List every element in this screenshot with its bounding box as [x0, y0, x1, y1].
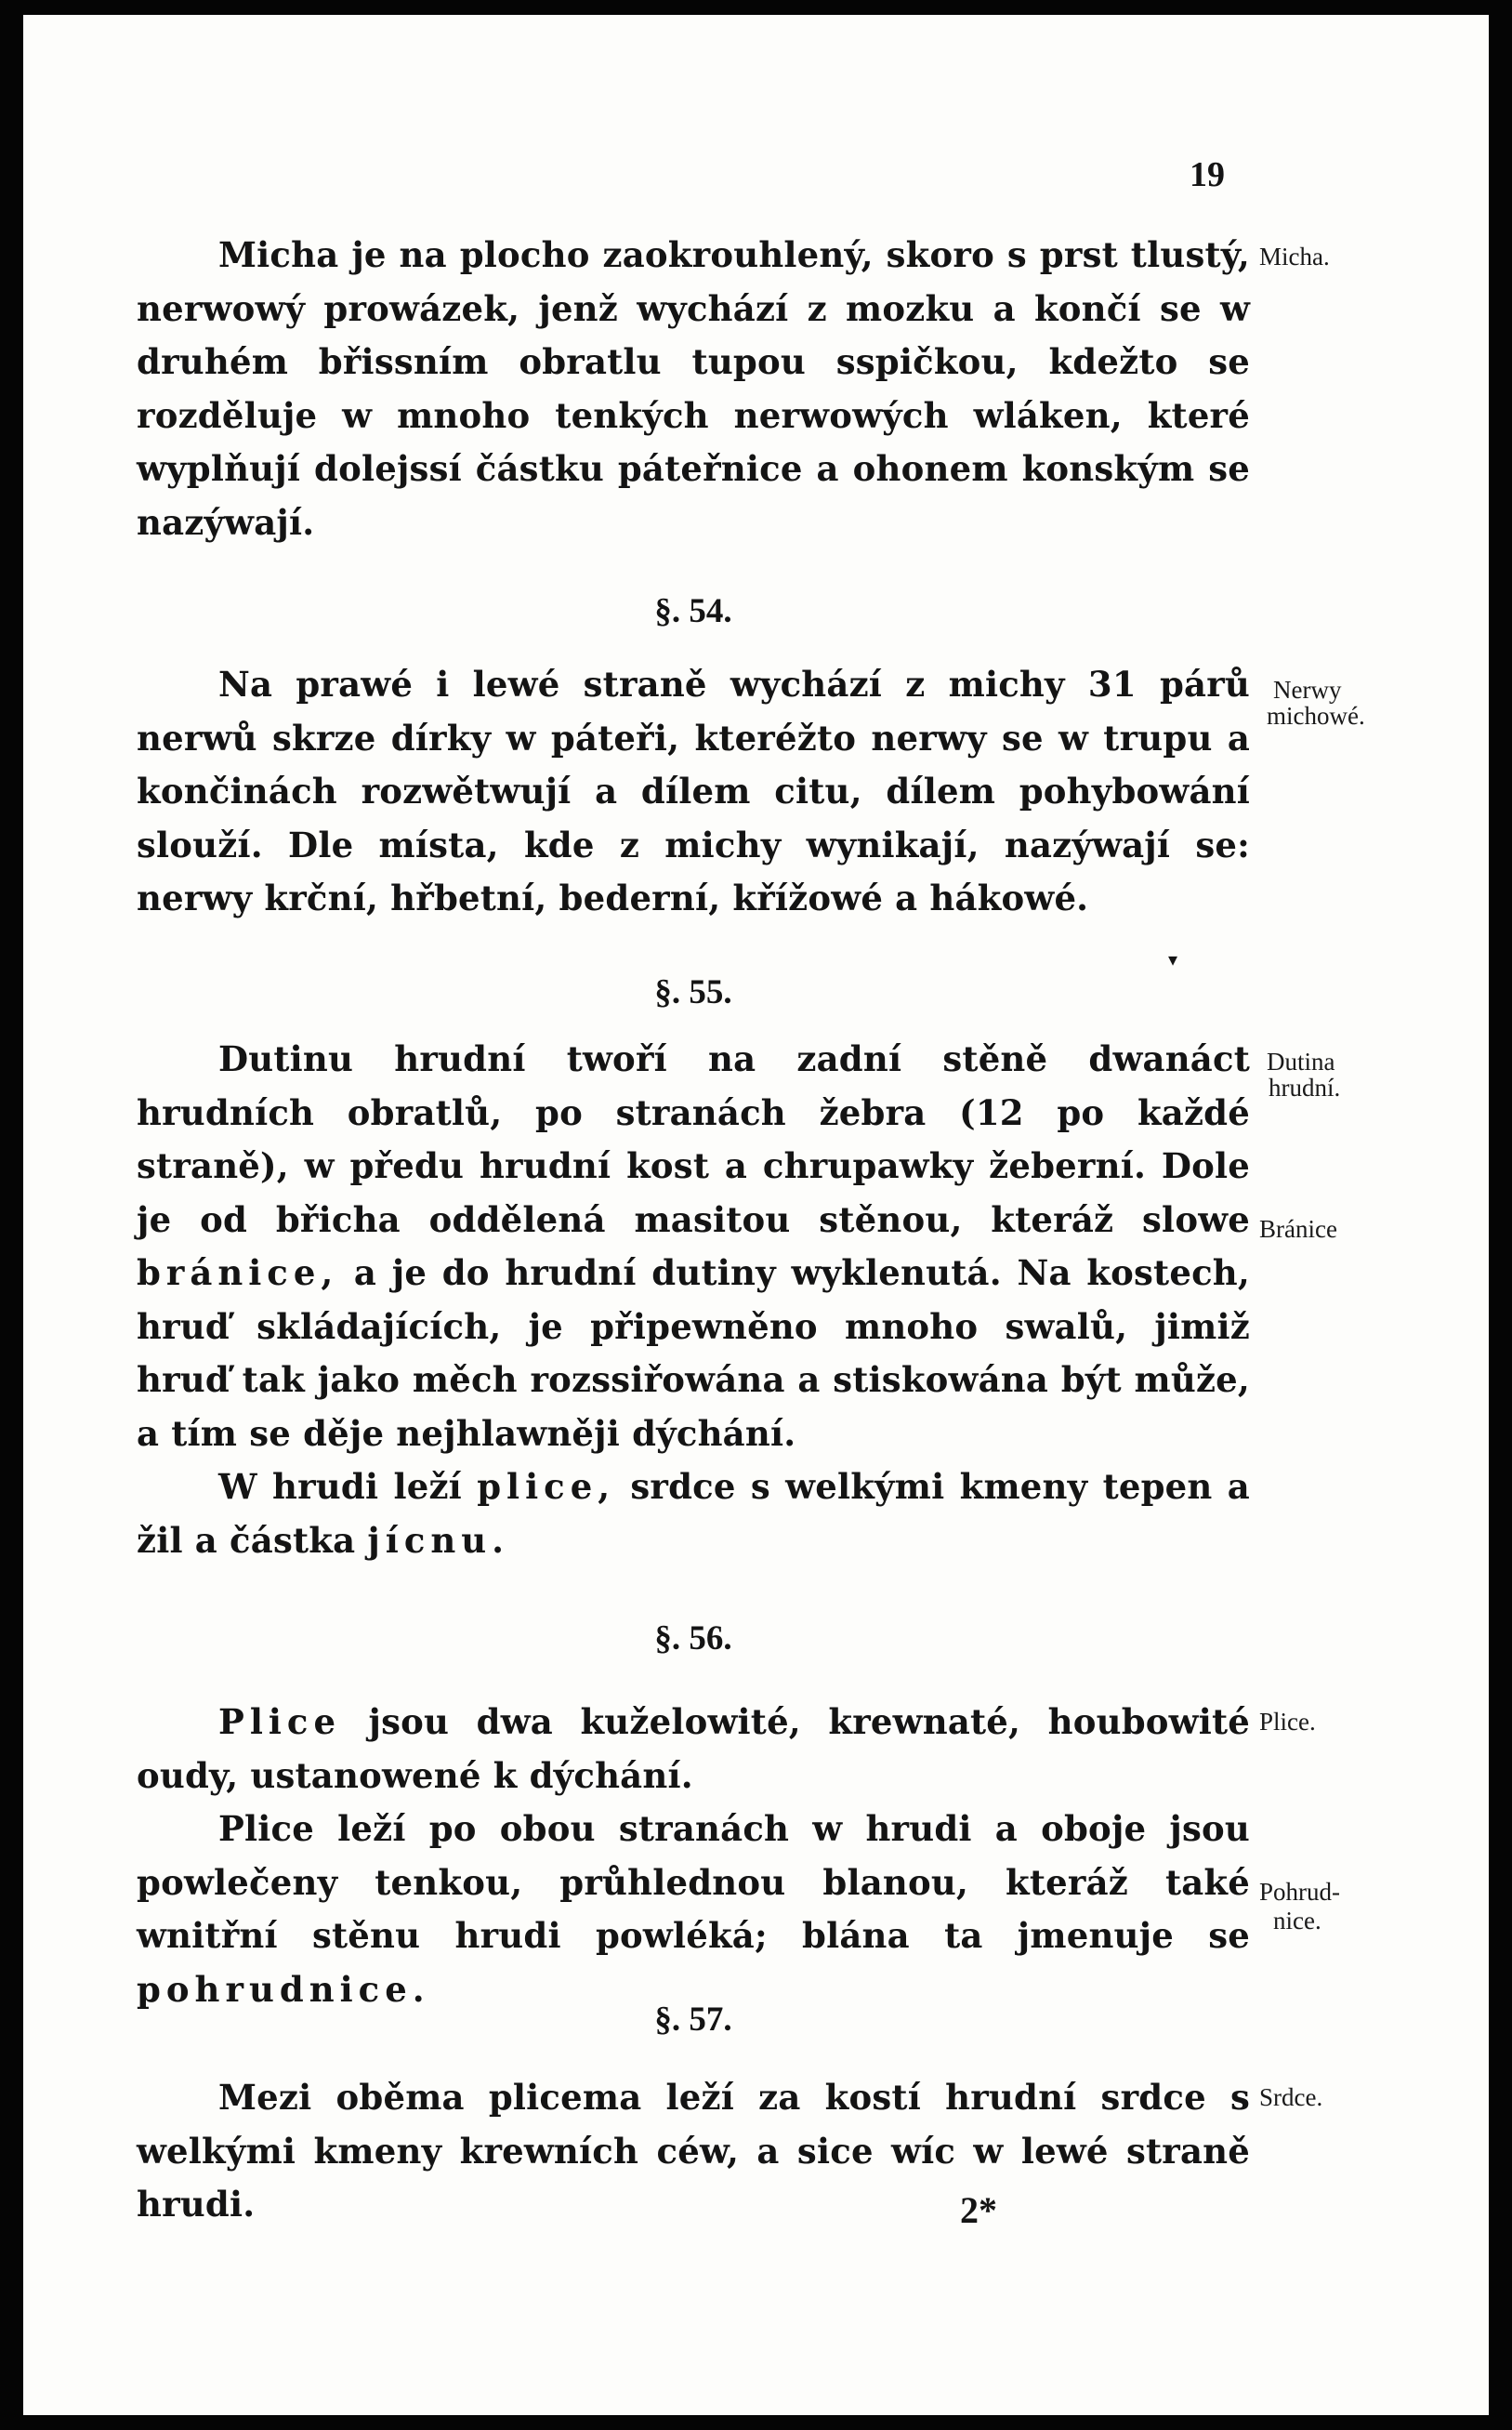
paragraph-dutina — [137, 1033, 1250, 1567]
paragraph-micha — [137, 229, 1250, 549]
text-part: Plice leží po obou stranách w hrudi a oboje jsou powlečeny tenkou, průhlednou blanou, kteráž také wnitřní stěnu hrudi powléká; blána ta jmenuje se — [137, 1808, 1250, 1956]
text-part: srdce s welkými kmeny tepen a žil a částka — [137, 1466, 1250, 1561]
paragraph-text: Na prawé i lewé straně wychází z michy 31 párů nerwů skrze dírky w páteři, kteréžto nerwy se w trupu a končinách rozwětwují a dílem citu, dílem pohybowání slouží. Dle místa, kde z michy wynikají, nazýwají se: nerwy krční, hřbetní, bederní, křížowé a hákowé. — [137, 664, 1250, 918]
section-heading-57: §. 57. — [654, 2001, 732, 2039]
paragraph-text: Mezi oběma plicema leží za kostí hrudní srdce s welkými kmeny krewních céw, a sice wíc w lewé straně hrudi. — [137, 2077, 1250, 2225]
section-heading-56: §. 56. — [654, 1619, 732, 1657]
section-heading-55: §. 55. — [654, 973, 732, 1011]
paragraph-text — [137, 1696, 1250, 1803]
term-pohrudnice: pohrudnice. — [137, 1968, 430, 2010]
text-part: W hrudi leží — [218, 1466, 462, 1507]
section-heading-54: §. 54. — [654, 592, 732, 630]
paragraph-plice — [137, 1696, 1250, 2016]
term-plice: Plice — [218, 1701, 342, 1742]
margin-note-pohrudnice-2: nice. — [1273, 1907, 1321, 1935]
term-plice: plice, — [477, 1466, 616, 1507]
signature-mark: 2* — [960, 2189, 997, 2231]
text-part: Dutinu hrudní twoří na zadní stěně dwanáct hrudních obratlů, po stranách žebra (12 po každé straně), w předu hrudní kost a chrupawky žeberní. Dole je od břicha oddělená masitou stěnou, kteráž slowe — [137, 1038, 1250, 1240]
margin-note-branice: Bránice — [1259, 1215, 1337, 1243]
text-part: jsou dwa kuželowité, krewnaté, houbowité oudy, ustanowené k dýchání. — [137, 1701, 1250, 1796]
page-number: 19 — [1190, 155, 1225, 194]
paragraph-text — [137, 1460, 1250, 1567]
term-branice: bránice, — [137, 1252, 339, 1293]
paragraph-text — [137, 1033, 1250, 1460]
paragraph-text: Micha je na plocho zaokrouhlený, skoro s prst tlustý, nerwowý prowázek, jenž wychází z mozku a končí se w druhém břissním obratlu tupou sspičkou, kdežto se rozděluje w mnoho tenkých nerwowých wláken, které wyplňují dolejssí částku páteřnice a ohonem konským se nazýwají. — [137, 234, 1250, 543]
paragraph-text — [137, 1803, 1250, 2016]
margin-note-srdce: Srdce. — [1259, 2083, 1323, 2111]
term-jicnu: jícnu. — [367, 1519, 510, 1561]
stray-mark: ▾ — [1168, 948, 1178, 971]
margin-note-dutina-1: Dutina — [1267, 1048, 1335, 1076]
margin-note-nerwy-1: Nerwy — [1273, 676, 1342, 704]
margin-note-micha: Micha. — [1259, 243, 1330, 271]
margin-note-plice: Plice. — [1259, 1708, 1316, 1736]
margin-note-pohrudnice-1: Pohrud- — [1259, 1878, 1340, 1906]
paragraph-srdce — [137, 2071, 1250, 2232]
paragraph-nerwy — [137, 658, 1250, 926]
book-page — [23, 15, 1489, 2415]
margin-note-dutina-2: hrudní. — [1269, 1074, 1341, 1102]
text-part: a je do hrudní dutiny wyklenutá. Na kostech, hruď skládajících, je připewněno mnoho swalů, jimiž hruď tak jako měch rozssiřowána a stiskowána být může, a tím se děje nejhlawněji dýchání. — [137, 1252, 1250, 1454]
margin-note-nerwy-2: michowé. — [1267, 702, 1365, 730]
